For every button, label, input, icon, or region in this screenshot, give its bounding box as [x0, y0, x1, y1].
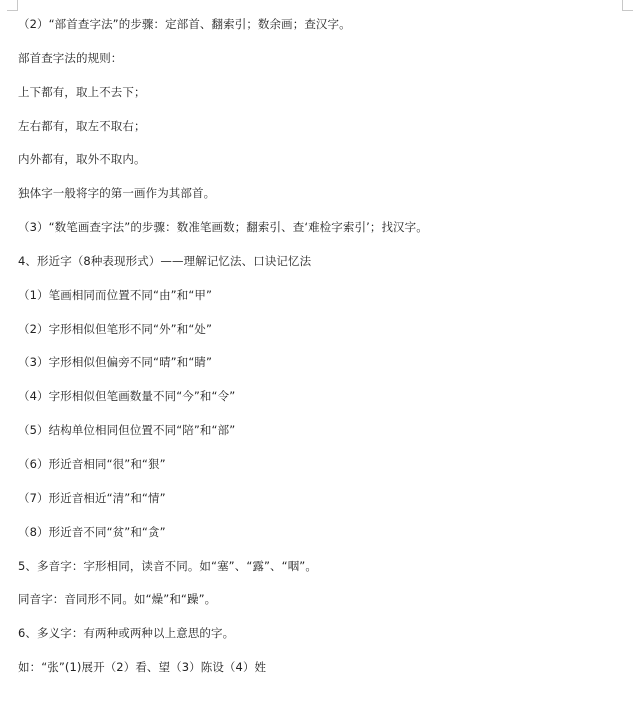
text-line: 如：“张”(1)展开（2）看、望（3）陈设（4）姓 [18, 660, 267, 674]
text-line: （3）字形相似但偏旁不同“晴”和“睛” [18, 355, 213, 369]
text-line: 左右都有，取左不取右； [18, 119, 146, 133]
text-line: （2）字形相似但笔形不同“外”和“处” [18, 322, 213, 336]
text-line: （7）形近音相近“清”和“情” [18, 491, 166, 505]
text-line: （4）字形相似但笔画数量不同“今”和“令” [18, 389, 236, 403]
text-line: 6、多义字：有两种或两种以上意思的字。 [18, 626, 235, 640]
text-line: 部首查字法的规则： [18, 51, 123, 65]
text-line: 同音字：音同形不同。如“燥”和“躁”。 [18, 592, 217, 606]
text-line: （3）“数笔画查字法”的步骤：数准笔画数；翻索引、查‘难检字索引’；找汉字。 [18, 220, 428, 234]
text-line: 上下都有，取上不去下； [18, 85, 146, 99]
text-line: 内外都有，取外不取内。 [18, 152, 146, 166]
text-line: （1）笔画相同而位置不同“由”和“甲” [18, 288, 213, 302]
page-corner-mark-right [622, 0, 633, 11]
text-line: 4、形近字（8种表现形式）——理解记忆法、口诀记忆法 [18, 254, 312, 268]
text-line: （2）“部首查字法”的步骤：定部首、翻索引；数余画；查汉字。 [18, 17, 351, 31]
text-line: （6）形近音相同“很”和“狠” [18, 457, 166, 471]
text-line: 独体字一般将字的第一画作为其部首。 [18, 186, 216, 200]
text-line: （8）形近音不同“贫”和“贪” [18, 525, 166, 539]
text-line: （5）结构单位相同但位置不同“陪”和“部” [18, 423, 236, 437]
text-line: 5、多音字：字形相同，读音不同。如“塞”、“露”、“咽”。 [18, 559, 317, 573]
page-corner-mark-left [7, 0, 18, 11]
